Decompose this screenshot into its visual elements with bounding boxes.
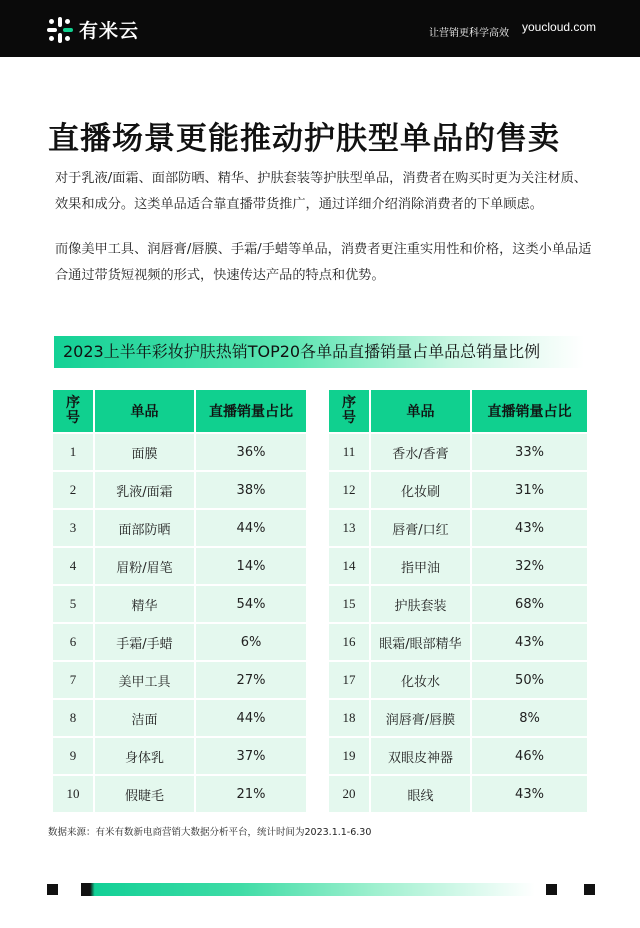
row-share: 46% xyxy=(471,737,588,775)
table-row xyxy=(52,623,307,661)
row-item: 指甲油 xyxy=(370,547,471,585)
table-row xyxy=(328,699,588,737)
table-row xyxy=(328,623,588,661)
table-row xyxy=(52,585,307,623)
row-index: 3 xyxy=(52,509,94,547)
row-index: 9 xyxy=(52,737,94,775)
row-item: 护肤套装 xyxy=(370,585,471,623)
top-bar xyxy=(0,0,640,57)
col-header-item: 单品 xyxy=(94,389,195,433)
table-row xyxy=(328,585,588,623)
row-index: 19 xyxy=(328,737,370,775)
row-item: 双眼皮神器 xyxy=(370,737,471,775)
col-header-item: 单品 xyxy=(370,389,471,433)
row-item: 化妆水 xyxy=(370,661,471,699)
row-item: 洁面 xyxy=(94,699,195,737)
row-index: 1 xyxy=(52,433,94,471)
row-share: 44% xyxy=(195,509,307,547)
ranking-table-right xyxy=(327,388,589,814)
table-row xyxy=(52,775,307,813)
row-share: 50% xyxy=(471,661,588,699)
row-item: 面膜 xyxy=(94,433,195,471)
row-index: 4 xyxy=(52,547,94,585)
row-share: 54% xyxy=(195,585,307,623)
table-title: 2023上半年彩妆护肤热销TOP20各单品直播销量占单品总销量比例 xyxy=(54,336,584,368)
table-row xyxy=(52,661,307,699)
table-row xyxy=(52,471,307,509)
row-index: 2 xyxy=(52,471,94,509)
row-index: 17 xyxy=(328,661,370,699)
slogan: 让营销更科学高效 xyxy=(429,28,509,39)
row-index: 5 xyxy=(52,585,94,623)
table-row xyxy=(52,699,307,737)
row-share: 36% xyxy=(195,433,307,471)
row-share: 43% xyxy=(471,775,588,813)
row-share: 8% xyxy=(471,699,588,737)
row-index: 20 xyxy=(328,775,370,813)
row-item: 面部防晒 xyxy=(94,509,195,547)
intro-paragraph-2: 而像美甲工具、润唇膏/唇膜、手霜/手蜡等单品，消费者更注重实用性和价格，这类小单品适合通过带货短视频的形式，快速传达产品的特点和优势。 xyxy=(55,242,592,283)
row-index: 12 xyxy=(328,471,370,509)
row-share: 6% xyxy=(195,623,307,661)
logo-icon xyxy=(47,17,73,43)
table-header-row xyxy=(328,389,588,433)
row-share: 33% xyxy=(471,433,588,471)
table-row xyxy=(52,433,307,471)
table-row xyxy=(52,509,307,547)
row-item: 手霜/手蜡 xyxy=(94,623,195,661)
brand-logo[interactable] xyxy=(47,16,139,43)
footer-gradient-bar xyxy=(81,883,535,896)
footer-square-mid xyxy=(546,884,557,895)
row-index: 18 xyxy=(328,699,370,737)
row-share: 27% xyxy=(195,661,307,699)
row-item: 眼霜/眼部精华 xyxy=(370,623,471,661)
row-index: 10 xyxy=(52,775,94,813)
footer-square-left xyxy=(47,884,58,895)
table-row xyxy=(328,471,588,509)
row-index: 14 xyxy=(328,547,370,585)
row-item: 化妆刷 xyxy=(370,471,471,509)
table-header-row xyxy=(52,389,307,433)
row-item: 香水/香膏 xyxy=(370,433,471,471)
row-share: 31% xyxy=(471,471,588,509)
col-header-share: 直播销量占比 xyxy=(471,389,588,433)
row-item: 假睫毛 xyxy=(94,775,195,813)
row-share: 32% xyxy=(471,547,588,585)
row-share: 68% xyxy=(471,585,588,623)
col-header-index xyxy=(52,389,94,433)
row-item: 眼线 xyxy=(370,775,471,813)
row-item: 唇膏/口红 xyxy=(370,509,471,547)
row-index: 8 xyxy=(52,699,94,737)
row-index: 15 xyxy=(328,585,370,623)
table-row xyxy=(52,547,307,585)
data-source-note: 数据来源：有米有数新电商营销大数据分析平台，统计时间为2023.1.1-6.30 xyxy=(48,827,372,838)
row-index: 11 xyxy=(328,433,370,471)
site-link[interactable]: youcloud.com xyxy=(522,20,597,34)
row-share: 37% xyxy=(195,737,307,775)
row-share: 38% xyxy=(195,471,307,509)
row-share: 43% xyxy=(471,623,588,661)
intro-paragraph-1: 对于乳液/面霜、面部防晒、精华、护肤套装等护肤型单品，消费者在购买时更为关注材质、效果和成分。这类单品适合靠直播带货推广，通过详细介绍消除消费者的下单顾虑。 xyxy=(55,171,587,212)
row-share: 14% xyxy=(195,547,307,585)
page-title: 直播场景更能推动护肤型单品的售卖 xyxy=(48,121,560,157)
brand-name: 有米云 xyxy=(79,20,140,42)
row-item: 精华 xyxy=(94,585,195,623)
table-row xyxy=(328,433,588,471)
row-item: 美甲工具 xyxy=(94,661,195,699)
row-item: 眉粉/眉笔 xyxy=(94,547,195,585)
row-index: 6 xyxy=(52,623,94,661)
col-header-index-label: 序 号 xyxy=(66,395,80,426)
col-header-index xyxy=(328,389,370,433)
row-item: 乳液/面霜 xyxy=(94,471,195,509)
row-item: 身体乳 xyxy=(94,737,195,775)
row-index: 7 xyxy=(52,661,94,699)
table-row xyxy=(328,509,588,547)
ranking-table-left xyxy=(51,388,308,814)
col-header-index-label: 序 号 xyxy=(342,395,356,426)
row-share: 21% xyxy=(195,775,307,813)
row-share: 43% xyxy=(471,509,588,547)
row-item: 润唇膏/唇膜 xyxy=(370,699,471,737)
footer-square-right xyxy=(584,884,595,895)
table-row xyxy=(328,775,588,813)
table-row xyxy=(328,737,588,775)
table-row xyxy=(52,737,307,775)
row-share: 44% xyxy=(195,699,307,737)
table-row xyxy=(328,661,588,699)
row-index: 13 xyxy=(328,509,370,547)
row-index: 16 xyxy=(328,623,370,661)
col-header-share: 直播销量占比 xyxy=(195,389,307,433)
table-row xyxy=(328,547,588,585)
